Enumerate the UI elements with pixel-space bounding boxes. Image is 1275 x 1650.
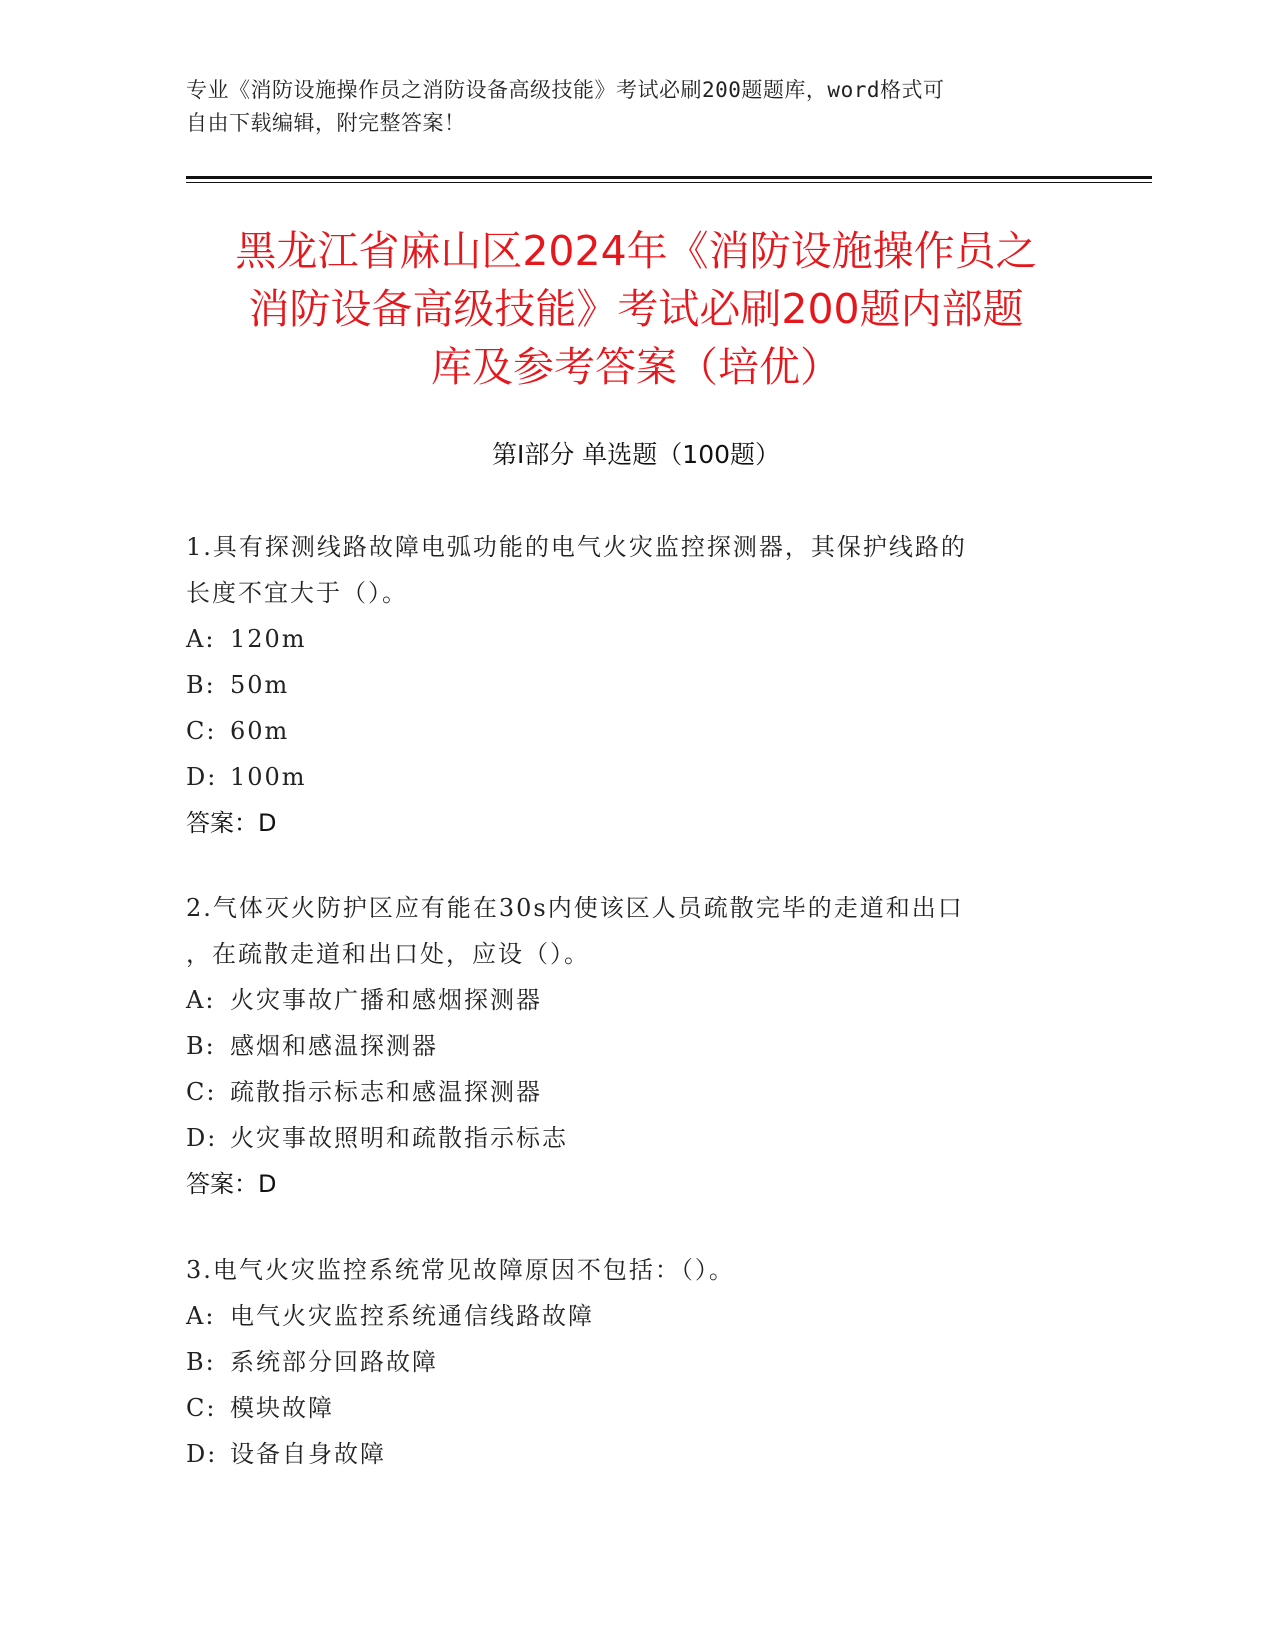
option-key: B:	[186, 1032, 216, 1060]
option-key: C:	[186, 717, 217, 745]
header-note	[186, 74, 1066, 140]
option-key: C:	[186, 1078, 217, 1106]
option-text: 电气火灾监控系统通信线路故障	[230, 1302, 594, 1330]
option-text: 设备自身故障	[230, 1440, 386, 1468]
title-line-2: 消防设备高级技能》考试必刷200题内部题	[248, 285, 1024, 333]
option-c	[186, 1069, 1086, 1115]
option-a	[186, 1293, 1086, 1339]
option-text: 60m	[230, 717, 290, 745]
option-key: D:	[186, 763, 218, 791]
header-divider-thin	[186, 182, 1152, 183]
option-b	[186, 1339, 1086, 1385]
question-stem-line: ，在疏散走道和出口处，应设（）。	[186, 940, 590, 968]
header-divider-thick	[186, 176, 1152, 179]
option-key: B:	[186, 1348, 216, 1376]
header-note-line-2: 自由下载编辑，附完整答案！	[186, 111, 466, 135]
option-key: D:	[186, 1440, 218, 1468]
option-text: 50m	[230, 671, 290, 699]
option-b	[186, 1023, 1086, 1069]
option-c	[186, 1385, 1086, 1431]
question-stem-line: 2.气体灭火防护区应有能在30s内使该区人员疏散完毕的走道和出口	[186, 894, 964, 922]
option-key: D:	[186, 1124, 218, 1152]
option-text: 疏散指示标志和感温探测器	[230, 1078, 542, 1106]
question-stem-line: 1.具有探测线路故障电弧功能的电气火灾监控探测器，其保护线路的	[186, 533, 967, 561]
option-text: 感烟和感温探测器	[230, 1032, 438, 1060]
question-1	[186, 524, 1086, 846]
answer: 答案：D	[186, 1170, 277, 1198]
answer: 答案：D	[186, 809, 277, 837]
option-text: 火灾事故照明和疏散指示标志	[230, 1124, 568, 1152]
title-line-3: 库及参考答案（培优）	[431, 343, 841, 391]
option-a	[186, 616, 1086, 662]
question-stem-line: 长度不宜大于（）。	[186, 579, 408, 607]
option-text: 模块故障	[230, 1394, 334, 1422]
option-d	[186, 754, 1086, 800]
option-d	[186, 1115, 1086, 1161]
section-heading: 第I部分 单选题（100题）	[491, 440, 781, 469]
title-line-1: 黑龙江省麻山区2024年《消防设施操作员之	[235, 227, 1037, 275]
option-text: 120m	[230, 625, 307, 653]
question-3	[186, 1247, 1086, 1477]
question-stem-line: 3.电气火灾监控系统常见故障原因不包括：（）。	[186, 1256, 735, 1284]
option-a	[186, 977, 1086, 1023]
option-key: B:	[186, 671, 216, 699]
header-note-line-1: 专业《消防设施操作员之消防设备高级技能》考试必刷200题题库，word格式可	[186, 78, 945, 102]
option-key: A:	[186, 986, 216, 1014]
option-key: C:	[186, 1394, 217, 1422]
document-title	[186, 222, 1086, 396]
option-key: A:	[186, 625, 216, 653]
question-2	[186, 885, 1086, 1207]
option-d	[186, 1431, 1086, 1477]
option-text: 100m	[230, 763, 307, 791]
option-key: A:	[186, 1302, 216, 1330]
option-b	[186, 662, 1086, 708]
option-text: 火灾事故广播和感烟探测器	[230, 986, 542, 1014]
option-c	[186, 708, 1086, 754]
option-text: 系统部分回路故障	[230, 1348, 438, 1376]
